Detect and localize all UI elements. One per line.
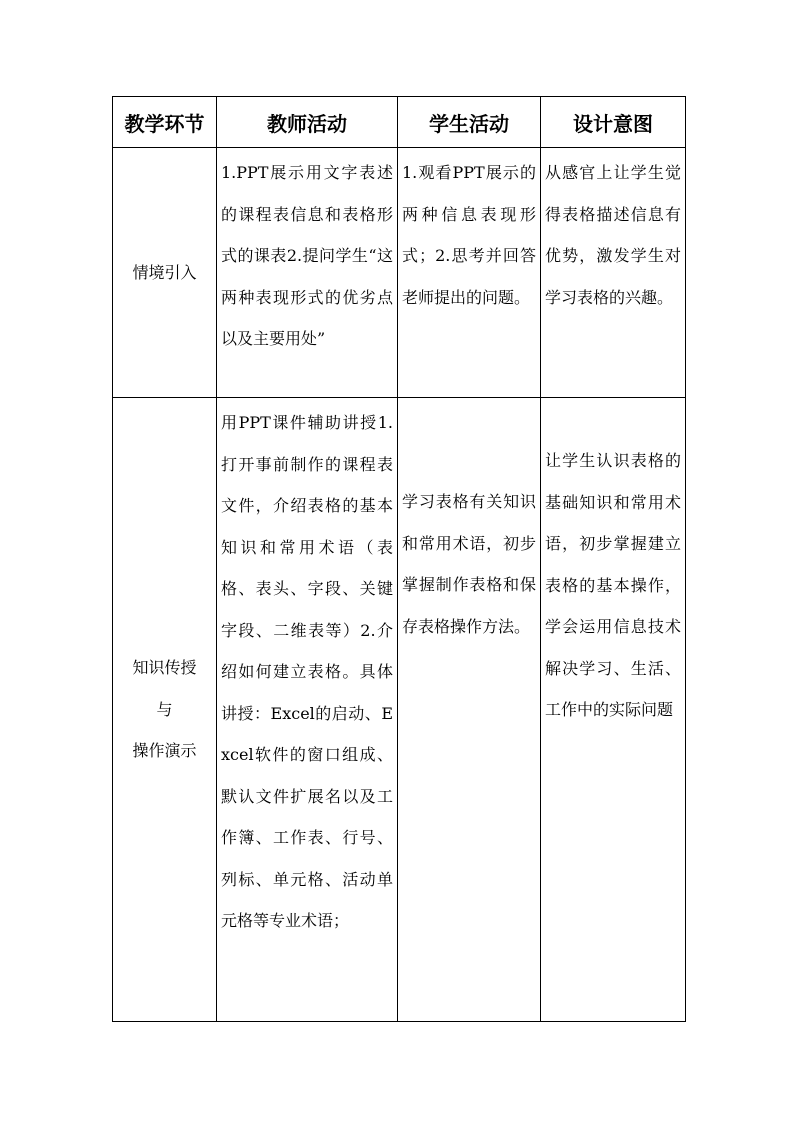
design-intent-text: 从感官上让学生觉得表格描述信息有优势，激发学生对学习表格的兴趣。 [545, 163, 681, 307]
teacher-activity-cell [217, 148, 398, 398]
table-row [113, 398, 686, 1022]
lesson-plan-table [112, 96, 686, 1022]
teacher-activity-cell [217, 398, 398, 1022]
stage-label: 知识传授 [132, 658, 197, 678]
student-activity-text: 学习表格有关知识和常用术语，初步掌握制作表格和保存表格操作方法。 [402, 492, 536, 636]
design-intent-cell [541, 148, 686, 398]
header-student-activity: 学生活动 [398, 97, 541, 148]
header-row [113, 97, 686, 148]
header-teacher-activity: 教师活动 [217, 97, 398, 148]
teacher-activity-text: 用PPT课件辅助讲授1.打开事前制作的课程表文件，介绍表格的基本知识和常用术语（表格、表头、字段、关键字段、二维表等）2.介绍如何建立表格。具体讲授：Excel的启动、Excel软件的窗口组成、默认文件扩展名以及工作簿、工作表、行号、列标、单元格、活动单元格等专业术语； [221, 413, 393, 930]
student-activity-text: 1.观看PPT展示的两种信息表现形式；2.思考并回答老师提出的问题。 [402, 163, 536, 307]
stage-label: 与 [156, 699, 173, 719]
teacher-activity-text: 1.PPT展示用文字表述的课程表信息和表格形式的课表2.提问学生“这两种表现形式的优劣点以及主要用处” [221, 163, 393, 348]
stage-cell [113, 398, 217, 1022]
student-activity-cell [398, 148, 541, 398]
stage-label: 操作演示 [132, 741, 197, 761]
design-intent-text: 让学生认识表格的基础知识和常用术语，初步掌握建立表格的基本操作，学会运用信息技术解决学习、生活、工作中的实际问题 [545, 451, 681, 719]
stage-cell [113, 148, 217, 398]
design-intent-cell [541, 398, 686, 1022]
student-activity-cell [398, 398, 541, 1022]
header-design-intent: 设计意图 [541, 97, 686, 148]
header-stage: 教学环节 [113, 97, 217, 148]
table-row [113, 148, 686, 398]
stage-label: 情境引入 [132, 262, 197, 282]
